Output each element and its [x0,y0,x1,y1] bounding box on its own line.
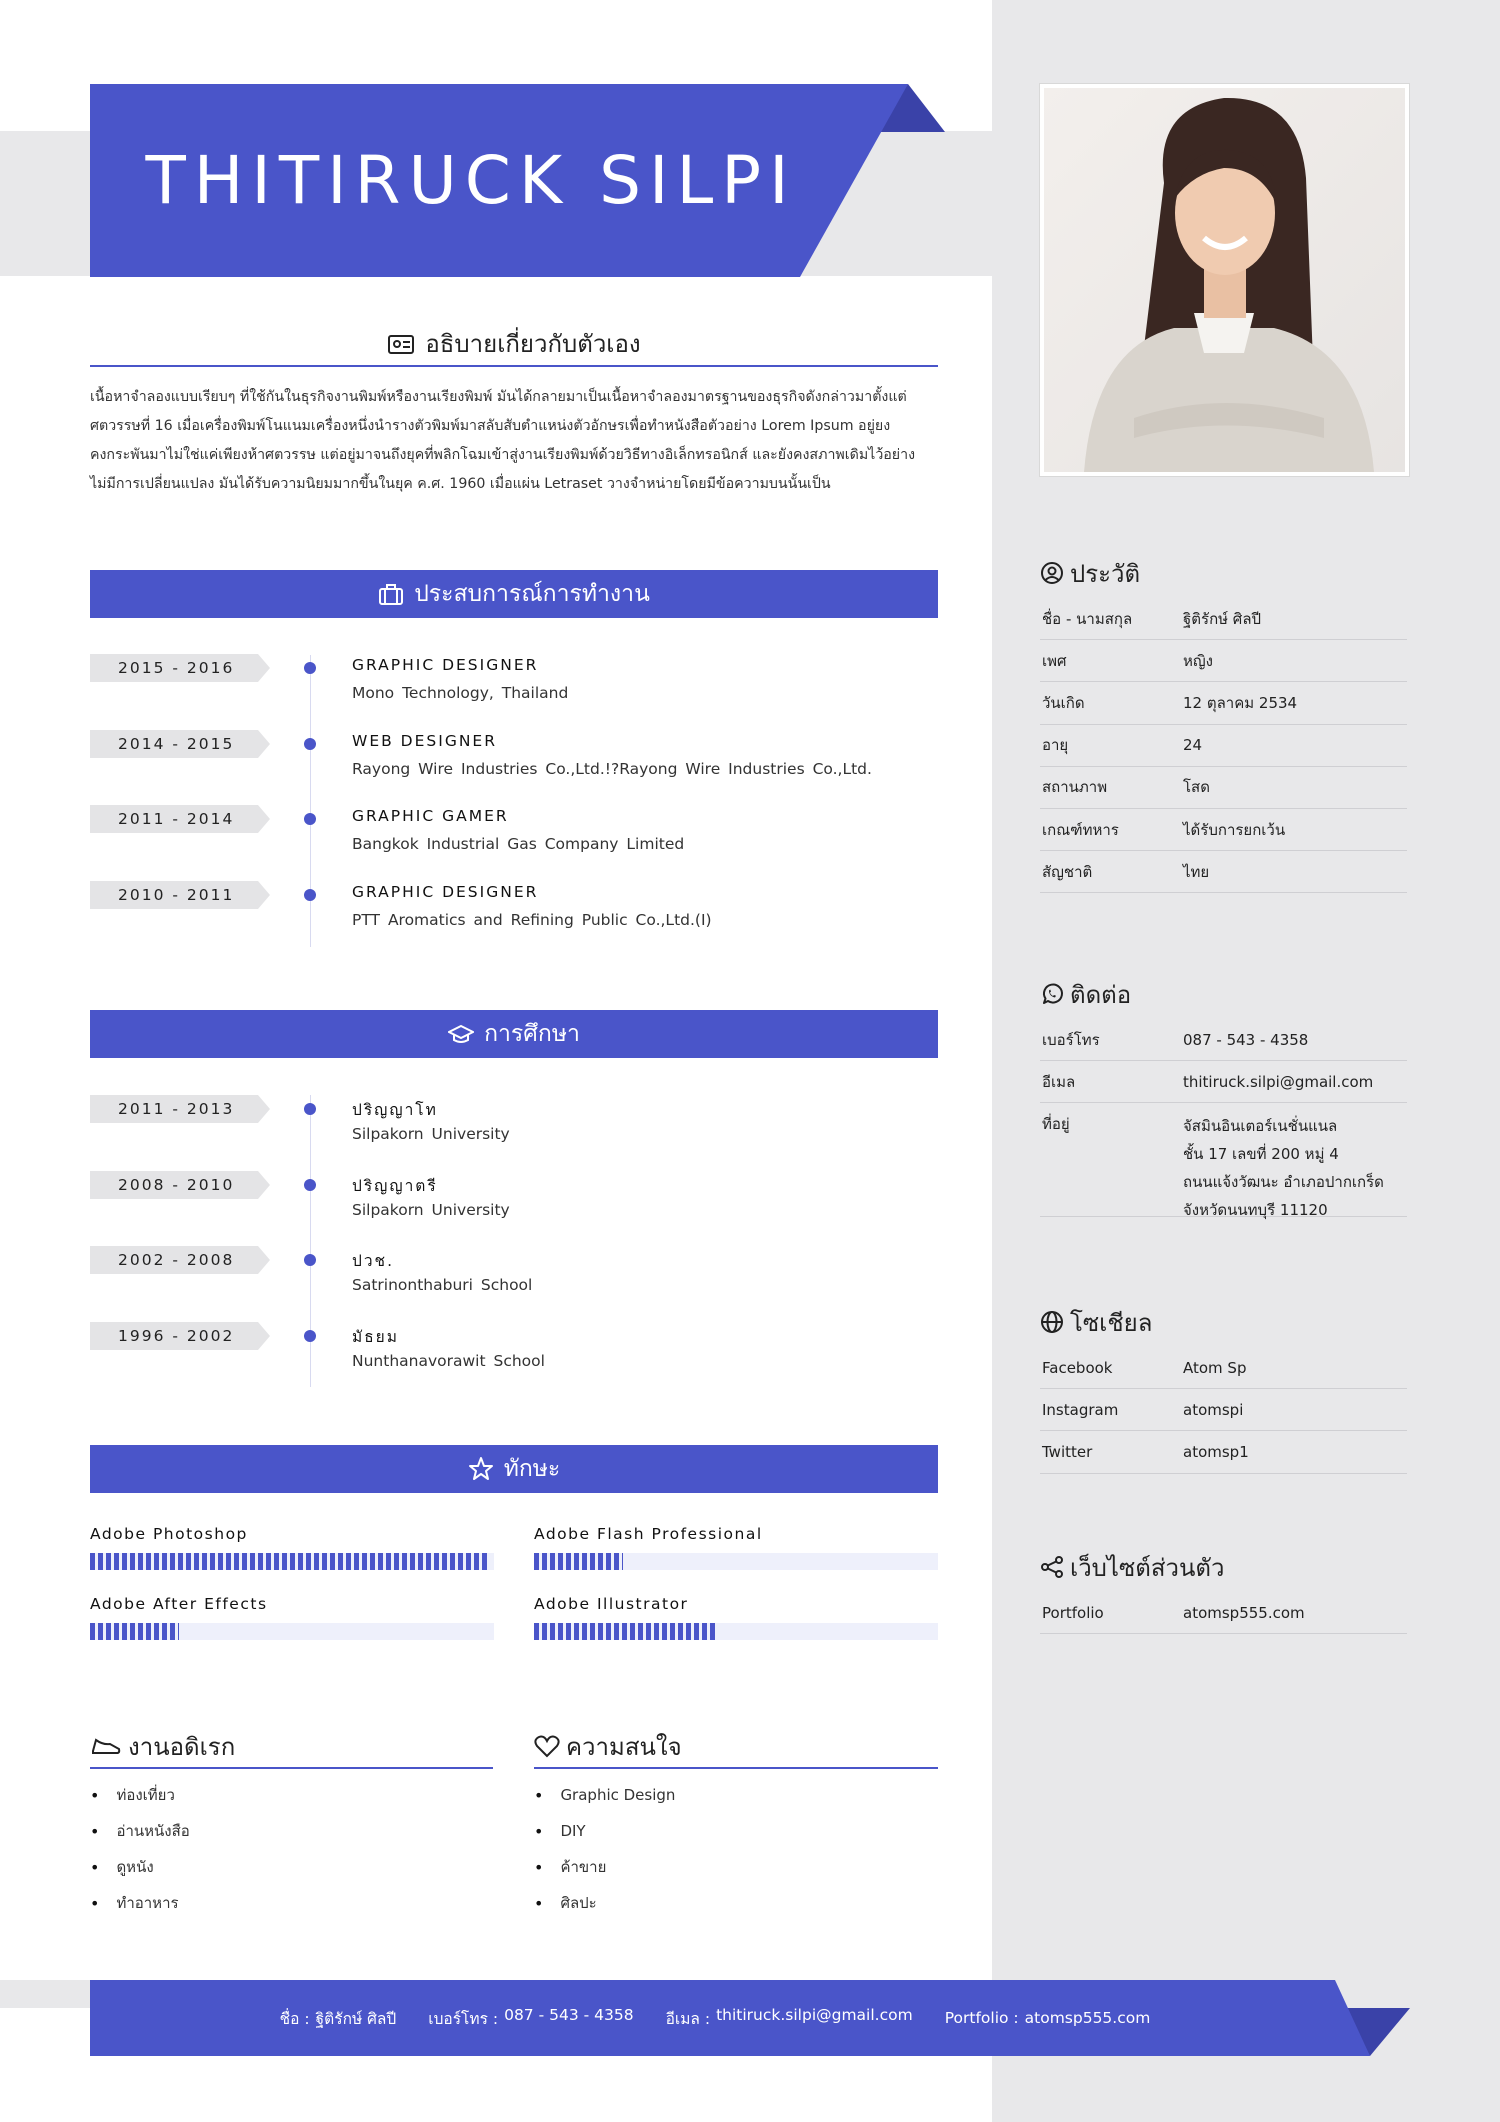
education-title: ปริญญาตรี [352,1176,438,1195]
experience-date [90,805,270,833]
education-timeline [310,1095,311,1387]
id-card-icon [387,330,415,358]
address-line: จังหวัดนนทบุรี 11120 [1183,1201,1328,1220]
user-circle-icon [1040,561,1064,585]
profile-row-label: สัญชาติ [1042,862,1093,881]
interests-item: • ค้าขาย [534,1849,938,1885]
education-timeline-dot [304,1103,316,1115]
website-table [1040,1592,1407,1634]
skill-name: Adobe After Effects [90,1595,268,1613]
profile-heading [1040,555,1140,591]
contact-row-label: อีเมล [1042,1072,1076,1091]
experience-title: WEB DESIGNER [352,731,497,750]
experience-title: GRAPHIC GAMER [352,807,509,826]
profile-row-label: ชื่อ - นามสกุล [1042,609,1133,628]
profile-table [1040,598,1407,893]
skill-name: Adobe Flash Professional [534,1525,763,1543]
profile-row [1040,809,1407,851]
social-row-label: Instagram [1042,1400,1119,1419]
profile-row-value: หญิง [1183,651,1213,670]
profile-row-value: ได้รับการยกเว้น [1183,820,1286,839]
profile-row-label: สถานภาพ [1042,778,1108,797]
profile-photo [1040,84,1409,476]
address-line: ชั้น 17 เลขที่ 200 หมู่ 4 [1183,1145,1339,1164]
about-paragraph: เนื้อหาจำลองแบบเรียบๆ ที่ใช้กันในธุรกิจงานพิมพ์หรืองานเรียงพิมพ์ มันได้กลายมาเป็นเนื้อหาจำลองมาตรฐานของธุรกิจดังกล่าวมาตั้งแต่ศตวรรษที่ 16 เมื่อเครื่องพิมพ์โนแนมเครื่องหนึ่งนำรางตัวพิมพ์มาสลับสับตำแหน่งตัวอักษรเพื่อทำหนังสือตัวอย่าง Lorem Ipsum อยู่ยงคงกระพันมาไม่ใช่แค่เพียงห้าศตวรรษ แต่อยู่มาจนถึงยุคที่พลิกโฉมเข้าสู่งานเรียงพิมพ์ด้วยวิธีทางอิเล็กทรอนิกส์ และยังคงสภาพเดิมไว้อย่างไม่มีการเปลี่ยนแปลง มันได้รับความนิยมมากขึ้นในยุค ค.ศ. 1960 เมื่อแผ่น Letraset วางจำหน่ายโดยมีข้อความบนนั้นเป็น [90,389,916,492]
experience-timeline-dot [304,662,316,674]
profile-row-label: เพศ [1042,651,1067,670]
skill-name: Adobe Illustrator [534,1595,689,1613]
experience-heading [90,570,938,618]
footer-phone-label: เบอร์โทร : [428,2009,499,2028]
experience-timeline-dot [304,738,316,750]
experience-title: GRAPHIC DESIGNER [352,882,539,901]
contact-row-value[interactable]: 087 - 543 - 4358 [1183,1030,1309,1049]
profile-row [1040,682,1407,724]
profile-row-value: ไทย [1183,862,1210,881]
experience-timeline-dot [304,889,316,901]
globe-icon [1040,1310,1064,1334]
contact-row-value[interactable]: thitiruck.silpi@gmail.com [1183,1072,1374,1091]
profile-row-label: เกณฑ์ทหาร [1042,820,1119,839]
address-line: ถนนแจ้งวัฒนะ อำเภอปากเกร็ด [1183,1173,1384,1192]
interests-item: • DIY [534,1813,938,1849]
social-row [1040,1347,1407,1389]
skill-bar-fill [90,1553,490,1570]
education-place: Silpakorn University [352,1125,510,1143]
contact-heading [1040,976,1131,1012]
hobbies-heading [90,1725,493,1769]
contact-row-label: ที่อยู่ [1042,1115,1070,1134]
hobbies-item: • อ่านหนังสือ [90,1813,493,1849]
interests-item: • Graphic Design [534,1777,938,1813]
education-place: Silpakorn University [352,1200,510,1219]
skill-bar-fill [534,1623,716,1640]
footer-phone [428,2006,633,2031]
profile-heading-label: ประวัติ [1070,559,1141,588]
experience-timeline [310,655,311,947]
about-heading-label: อธิบายเกี่ยวกับตัวเอง [425,330,641,358]
footer-email-label: อีเมล : [665,2009,711,2028]
education-timeline-dot [304,1330,316,1342]
experience-place: Rayong Wire Industries Co.,Ltd.!?Rayong Wire Industries Co.,Ltd. [352,759,872,778]
experience-date [90,654,270,682]
hobbies-heading-label: งานอดิเรก [128,1732,236,1761]
whatsapp-icon [1040,982,1064,1006]
footer-contact [90,1980,1340,2056]
education-title: ปริญญาโท [352,1101,438,1119]
website-heading [1040,1549,1224,1585]
experience-place: Bangkok Industrial Gas Company Limited [352,835,685,854]
education-date [90,1171,270,1199]
education-date [90,1246,270,1274]
education-heading [90,1010,938,1058]
education-date-text: 2011 - 2013 [118,1100,235,1118]
contact-heading-label: ติดต่อ [1070,980,1132,1009]
website-row [1040,1592,1407,1634]
social-row-value[interactable]: Atom Sp [1183,1358,1247,1377]
experience-heading-label: ประสบการณ์การทำงาน [414,581,650,607]
experience-date-text: 2011 - 2014 [118,810,235,829]
heart-icon [534,1733,560,1759]
education-place: Nunthanavorawit School [352,1351,545,1370]
shoe-icon [90,1733,122,1759]
contact-row [1040,1019,1407,1061]
website-heading-label: เว็บไซต์ส่วนตัว [1070,1553,1225,1582]
contact-table [1040,1019,1407,1220]
profile-row [1040,851,1407,893]
social-row-value[interactable]: atomspi [1183,1400,1244,1419]
education-title: มัธยม [352,1327,399,1346]
skill-bar [90,1623,494,1640]
profile-row [1040,725,1407,767]
social-row [1040,1431,1407,1473]
skills-heading [90,1445,938,1493]
interests-list [534,1777,938,1921]
profile-row [1040,598,1407,640]
footer-name-value: ฐิติรักษ์ ศิลปี [315,2009,397,2028]
footer-email-value[interactable]: thitiruck.silpi@gmail.com [716,2005,913,2024]
hobbies-item: • ท่องเที่ยว [90,1777,493,1813]
footer-name [280,2006,397,2031]
skills-heading-label: ทักษะ [503,1456,561,1482]
social-row-value[interactable]: atomsp1 [1183,1442,1249,1461]
contact-row-address [1040,1103,1407,1220]
experience-date [90,881,270,909]
education-date-text: 1996 - 2002 [118,1326,235,1345]
contact-row [1040,1061,1407,1103]
footer-phone-value: 087 - 543 - 4358 [504,2005,634,2024]
interests-heading [534,1725,938,1769]
skill-name: Adobe Photoshop [90,1525,248,1543]
education-date [90,1322,270,1350]
experience-date-text: 2010 - 2011 [118,885,235,904]
education-date-text: 2008 - 2010 [118,1175,235,1194]
profile-row-value: 24 [1183,736,1203,755]
interests-heading-label: ความสนใจ [566,1732,682,1761]
address-value [1183,1112,1407,1224]
experience-date-text: 2014 - 2015 [118,734,235,753]
social-heading-label: โซเชียล [1070,1308,1153,1337]
about-heading [90,322,938,367]
hobbies-list [90,1777,493,1921]
education-title: ปวช. [352,1252,394,1271]
website-row-label: Portfolio [1042,1603,1104,1622]
profile-row-label: อายุ [1042,736,1069,755]
social-table [1040,1347,1407,1474]
education-place: Satrinonthaburi School [352,1276,533,1295]
footer-name-label: ชื่อ : [279,2009,310,2028]
profile-row [1040,767,1407,809]
share-icon [1040,1555,1064,1579]
education-date [90,1095,270,1123]
skill-bar [534,1553,938,1570]
experience-place: PTT Aromatics and Refining Public Co.,Ltd.(I) [352,910,712,929]
briefcase-icon [378,581,404,607]
hobbies-item: • ทำอาหาร [90,1885,493,1921]
education-timeline-dot [304,1179,316,1191]
skill-bar [534,1623,938,1640]
social-row-label: Facebook [1042,1358,1113,1377]
social-row-label: Twitter [1042,1442,1093,1461]
experience-place: Mono Technology, Thailand [352,684,569,702]
social-heading [1040,1304,1152,1340]
profile-row-value: ฐิติรักษ์ ศิลปี [1183,609,1262,628]
experience-title: GRAPHIC DESIGNER [352,656,539,674]
profile-row-label: วันเกิด [1042,693,1085,712]
website-row-value[interactable]: atomsp555.com [1183,1603,1305,1622]
education-date-text: 2002 - 2008 [118,1251,235,1270]
footer-portfolio-value[interactable]: atomsp555.com [1024,2009,1151,2027]
interests-item: • ศิลปะ [534,1885,938,1921]
address-line: จัสมินอินเตอร์เนชั่นแนล [1183,1117,1338,1136]
footer-email [666,2006,913,2031]
profile-row [1040,640,1407,682]
skill-bar [90,1553,494,1570]
education-heading-label: การศึกษา [484,1021,580,1047]
candidate-name: THITIRUCK SILPI [145,142,797,219]
social-row [1040,1389,1407,1431]
contact-row-label: เบอร์โทร [1042,1030,1100,1049]
experience-date [90,730,270,758]
graduation-cap-icon [448,1021,474,1047]
profile-row-value: 12 ตุลาคม 2534 [1183,693,1298,712]
skill-bar-fill [90,1623,179,1640]
star-icon [468,1456,494,1482]
experience-date-text: 2015 - 2016 [118,659,235,677]
footer-portfolio-label: Portfolio : [944,2009,1019,2027]
footer-portfolio [945,2009,1151,2027]
hobbies-item: • ดูหนัง [90,1849,493,1885]
profile-row-value: โสด [1183,778,1210,797]
skill-bar-fill [534,1553,623,1570]
